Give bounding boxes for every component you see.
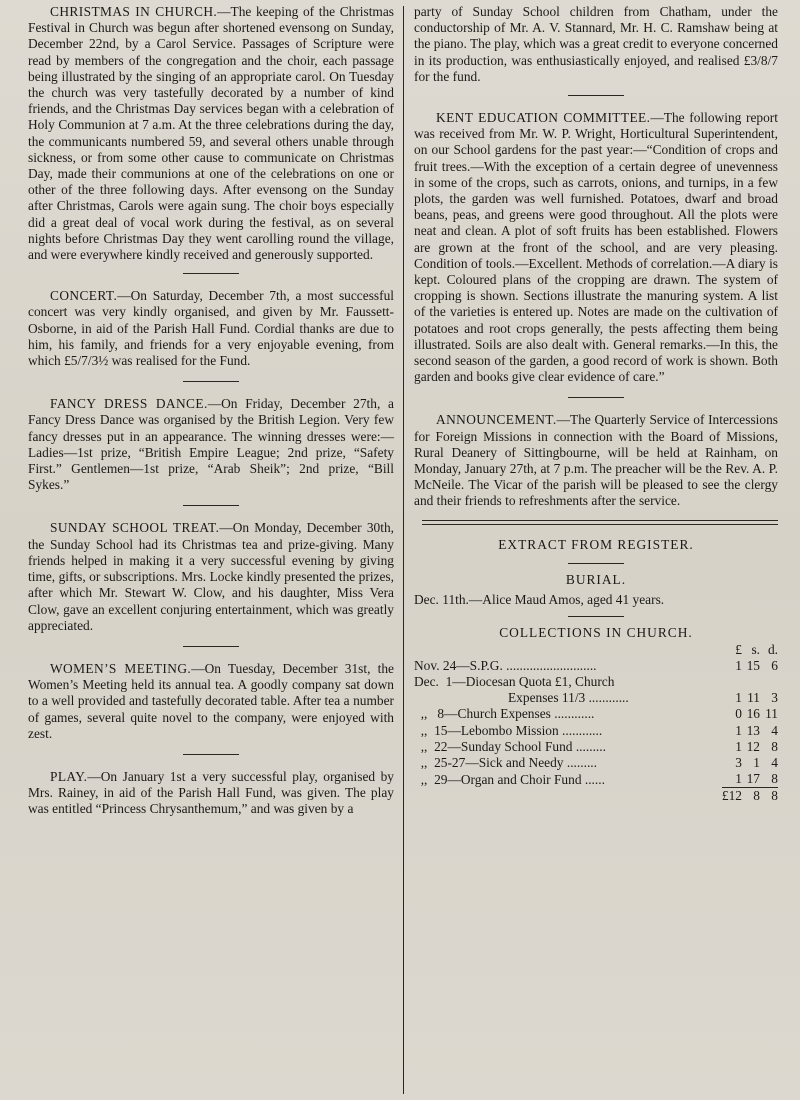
article-heading: SUNDAY SCHOOL TREAT. bbox=[50, 520, 220, 536]
column-divider bbox=[403, 6, 404, 1094]
article-heading: WOMEN’S MEETING. bbox=[50, 660, 192, 676]
article-kent-education-committee bbox=[414, 110, 778, 385]
collection-pounds: 1 bbox=[735, 722, 742, 738]
collection-dots: ......... bbox=[563, 754, 597, 770]
burial-entry: Dec. 11th.—Alice Maud Amos, aged 41 years. bbox=[414, 592, 665, 608]
collection-dots: ............ bbox=[550, 706, 595, 722]
double-rule bbox=[422, 520, 778, 525]
right-column bbox=[414, 4, 778, 805]
total-pence: 8 bbox=[760, 788, 778, 805]
section-rule bbox=[183, 754, 239, 755]
collection-row bbox=[414, 755, 778, 771]
total-pounds: £12 bbox=[721, 788, 742, 804]
collection-date: ,, 22— bbox=[414, 738, 461, 754]
collection-row bbox=[414, 723, 778, 739]
collection-desc: Expenses 11/3 bbox=[508, 690, 586, 706]
collection-row bbox=[414, 706, 778, 722]
collection-shillings: 13 bbox=[746, 722, 760, 738]
extract-heading: EXTRACT FROM REGISTER. bbox=[498, 536, 694, 552]
pounds-header: £ bbox=[735, 641, 742, 657]
article-body: —On Friday, December 27th, a Fancy Dress Dance was organised by the British Legion. Very few fancy dresses put in an appearance. The winning dresses were:—Ladies—1st prize, “British Empire League; 2nd prize, “Safety First.” Gentlemen—1st prize, “Arab Sheik”; 2nd prize, “Bill Sykes.” bbox=[28, 396, 394, 493]
collection-shillings bbox=[742, 674, 760, 690]
collection-pence: 8 bbox=[771, 738, 778, 754]
collections-heading: COLLECTIONS IN CHURCH. bbox=[499, 625, 693, 641]
collection-row bbox=[414, 771, 778, 788]
collection-desc: Sick and Needy bbox=[478, 754, 564, 770]
collection-row bbox=[414, 690, 778, 706]
article-body: —On January 1st a very successful play, organised by Mrs. Rainey, in aid of the Parish Hall Fund, was given. The play was entitled “Princess Chrysanthemum,” and was given by a bbox=[28, 768, 394, 817]
collection-desc: S.P.G. bbox=[469, 657, 503, 673]
collection-shillings: 11 bbox=[747, 690, 760, 706]
shillings-header: s. bbox=[751, 641, 760, 657]
article-womens-meeting bbox=[28, 661, 394, 742]
section-rule bbox=[568, 397, 624, 398]
article-body: —On Tuesday, December 31st, the Women’s Meeting held its annual tea. A goodly company sat down to a well provided and tastefully decorated table. After tea a number of games, several quite novel to the company, were enjoyed with zest. bbox=[28, 660, 394, 741]
collection-date: ,, 25-27— bbox=[414, 754, 479, 770]
collection-pence: 3 bbox=[771, 690, 778, 706]
collection-pounds: 1 bbox=[735, 771, 742, 787]
article-heading: ANNOUNCEMENT. bbox=[436, 412, 557, 428]
collection-pence: 8 bbox=[771, 771, 778, 787]
collection-pence: 4 bbox=[771, 754, 778, 770]
article-body: —The keeping of the Christmas Festival in Church was begun after shortened evensong on Sunday, December 22nd, by a Carol Service. Passages of Scripture were read by members of the congregation and the choir, each passage being illustrated by the singing of an appropriate carol. On Tuesday the church was very tastefully decorated by a number of kind friends, and the Christmas Day services began with a celebration of Holy Communion at 7 a.m. At the three celebrations during the day, the communicants numbered 59, and several others unable through sickness, or from some other cause to communicate on Christmas Day, made their communions at one of the celebrations on one or other of the three following days. After evensong on the Sunday after Christmas, Carols were again sung. The choir boys especially did a great deal of vocal work during the festival, as on several nights before Christmas Day they went carolling round the village, and were everywhere kindly received and generously supported. bbox=[28, 4, 395, 263]
collection-pence: 11 bbox=[765, 706, 778, 722]
pence-header: d. bbox=[767, 641, 778, 657]
collection-shillings: 16 bbox=[746, 706, 760, 722]
collection-pounds: 3 bbox=[735, 754, 742, 770]
collection-pounds: 1 bbox=[735, 690, 742, 706]
article-sunday-school-treat bbox=[28, 520, 394, 633]
section-rule bbox=[183, 381, 239, 382]
article-fancy-dress-dance bbox=[28, 396, 394, 493]
collection-pence: 6 bbox=[771, 657, 778, 673]
section-rule bbox=[183, 646, 239, 647]
collection-dots: ...... bbox=[581, 771, 605, 787]
article-concert bbox=[28, 288, 394, 369]
collection-dots: ........................... bbox=[502, 657, 597, 673]
collection-desc: Church Expenses bbox=[457, 706, 551, 722]
section-rule bbox=[183, 273, 239, 274]
collection-desc: Sunday School Fund bbox=[460, 738, 573, 754]
burial-heading: BURIAL. bbox=[565, 571, 627, 587]
section-rule bbox=[568, 563, 624, 564]
collection-dots: ............ bbox=[558, 722, 603, 738]
collection-date: ,, 15— bbox=[414, 722, 461, 738]
collection-dots: ............ bbox=[585, 690, 629, 706]
currency-header-row bbox=[414, 642, 778, 658]
collection-date: ,, 29— bbox=[414, 771, 461, 787]
collection-pounds: 1 bbox=[735, 657, 742, 673]
article-body: —On Saturday, December 7th, a most successful concert was very kindly organised, and given by Mr. Faussett-Osborne, in aid of the Parish Hall Fund. Cordial thanks are due to him, his family, and friends for a very enjoyable evening, from which £5/7/3½ was realised for the Fund. bbox=[28, 288, 394, 369]
collection-row bbox=[414, 674, 778, 690]
collection-dots: ......... bbox=[572, 738, 606, 754]
collection-row bbox=[414, 658, 778, 674]
collection-pence bbox=[760, 674, 778, 690]
collection-date: Nov. 24— bbox=[414, 657, 470, 673]
article-christmas-in-church bbox=[28, 4, 394, 263]
collection-shillings: 17 bbox=[746, 771, 760, 787]
collection-shillings: 15 bbox=[746, 657, 760, 673]
article-play bbox=[28, 769, 394, 818]
article-heading: FANCY DRESS DANCE. bbox=[50, 396, 208, 412]
collection-pence: 4 bbox=[771, 722, 778, 738]
collection-date: ,, 8— bbox=[414, 706, 458, 722]
collection-pounds: 0 bbox=[735, 706, 742, 722]
article-heading: PLAY. bbox=[50, 768, 88, 784]
section-rule bbox=[568, 95, 624, 96]
collection-date: Dec. 1— bbox=[414, 673, 466, 689]
article-body: —The following report was received from Mr. W. P. Wright, Horticultural Superintendent, on our School gardens for the past year:—“Condition of crops and fruit trees.—With the exception of a certain degree of unevenness in some of the crops, such as carrots, onions, and turnips, in a few plots, the garden was well furnished. Potatoes, dwarf and broad beans, peas, and greens were good throughout. All the plots were neat and clean. A plot of soft fruits has been established. Flowers are grown at the front of the school, and are very pleasing. Condition of tools.—Excellent. Methods of correlation.—A diary is kept. Coloured plans of the cropping are drawn. The system of cropping is shown. Sections illustrate the manuring system. A list of the varieties is entered up. Notes are made on the cultivation of potatoes and root crops generally, the pests affecting them being illustrated. Soils are also dealt with. General remarks.—In this, the second season of the garden, a good record of work is shown. Both garden and books give clear evidence of care.” bbox=[414, 110, 778, 385]
collection-pounds bbox=[722, 674, 742, 690]
collection-desc: Lebombo Mission bbox=[460, 722, 559, 738]
collections-total-row bbox=[414, 788, 778, 805]
collection-row bbox=[414, 739, 778, 755]
article-body: —The Quarterly Service of Intercessions for Foreign Missions in connection with the Board of Missions, Rural Deanery of Sittingbourne, will be held at Rainham, on Monday, January 27th, at 7 p.m. The preacher will be the Rev. A. P. McNeile. The Vicar of the parish will be pleased to see the clergy and their friends to refreshments after the service. bbox=[414, 412, 778, 509]
article-heading: CHRISTMAS IN CHURCH. bbox=[50, 4, 218, 19]
article-body: —On Monday, December 30th, the Sunday School had its Christmas tea and prize-giving. Many friends helped in making it a very successful evening by giving time, gifts, or subscriptions. Mrs. Locke kindly presented the prizes, after which Mr. Stewart W. Clow, and his daughter, Miss Vera Clow, gave an excellent conjuring entertainment, which was greatly appreciated. bbox=[28, 520, 395, 633]
left-column bbox=[28, 4, 394, 818]
section-rule bbox=[568, 616, 624, 617]
collection-shillings: 12 bbox=[746, 738, 760, 754]
article-heading: KENT EDUCATION COMMITTEE. bbox=[436, 110, 651, 126]
article-announcement bbox=[414, 412, 778, 509]
article-heading: CONCERT. bbox=[50, 288, 118, 304]
section-rule bbox=[183, 505, 239, 506]
total-shillings: 8 bbox=[742, 788, 760, 805]
collections-table bbox=[414, 642, 778, 805]
collection-shillings: 1 bbox=[753, 754, 760, 770]
collection-desc: Diocesan Quota £1, Church bbox=[465, 673, 615, 689]
article-play-continued: party of Sunday School children from Chatham, under the conductorship of Mr. A. V. Stannard, Mr. H. C. Ramshaw being at the piano. The play, which was a great credit to everyone concerned in its production, was enthusiastically enjoyed, and realised £3/8/7 for the fund. bbox=[414, 4, 778, 84]
collection-pounds: 1 bbox=[735, 738, 742, 754]
collection-desc: Organ and Choir Fund bbox=[460, 771, 582, 787]
